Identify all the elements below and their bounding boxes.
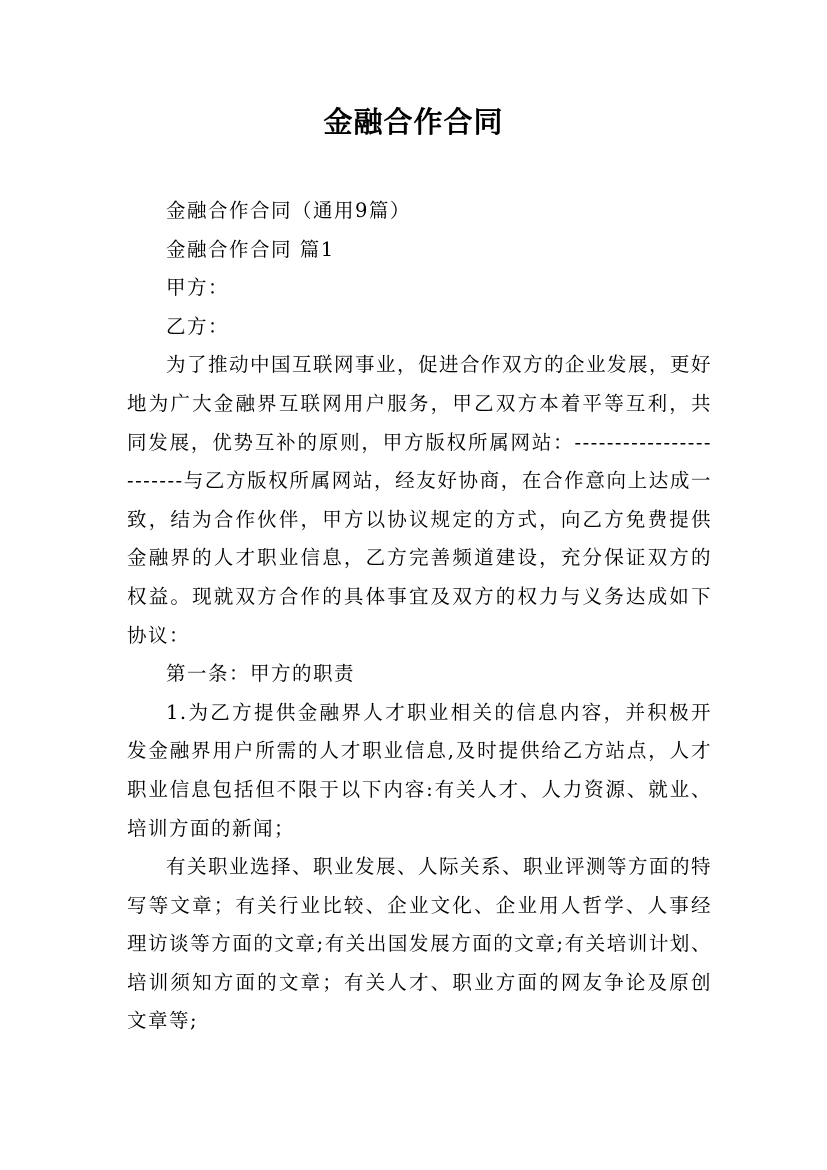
paragraph-party-a: 甲方：: [166, 276, 230, 300]
paragraph-article-heading: 第一条：甲方的职责: [166, 662, 356, 686]
paragraph-subtitle: 金融合作合同（通用9篇）: [166, 199, 411, 222]
paragraph-clause-1: 1.为乙方提供金融界人才职业相关的信息内容，并积极开发金融界用户所需的人才职业信息,及时提供给乙方站点，人才职业信息包括但不限于以下内容:有关人才、人力资源、就业、培训方面的新闻；: [127, 700, 712, 840]
paragraph-preamble: 为了推动中国互联网事业，促进合作双方的企业发展，更好地为广大金融界互联网用户服务，甲乙双方本着平等互利，共同发展，优势互补的原则，甲方版权所属网站：------------------------与乙方版权所属网站，经友好协商，在合作意向上达成一致，结为合作伙伴，甲方以协议规定的方式，向乙方免费提供金融界的人才职业信息，乙方完善频道建设，充分保证双方的权益。现就双方合作的具体事宜及双方的权力与义务达成如下协议：: [127, 353, 713, 647]
document-title: 金融合作合同: [323, 105, 504, 139]
paragraph-clause-1-continued: 有关职业选择、职业发展、人际关系、职业评测等方面的特写等文章；有关行业比较、企业文化、企业用人哲学、人事经理访谈等方面的文章;有关出国发展方面的文章;有关培训计划、培训须知方面的文章；有关人才、职业方面的网友争论及原创文章等;: [127, 855, 713, 1033]
paragraph-section-heading: 金融合作合同 篇1: [166, 237, 335, 261]
document-body: [127, 192, 712, 1041]
paragraph-party-b: 乙方：: [166, 314, 230, 338]
